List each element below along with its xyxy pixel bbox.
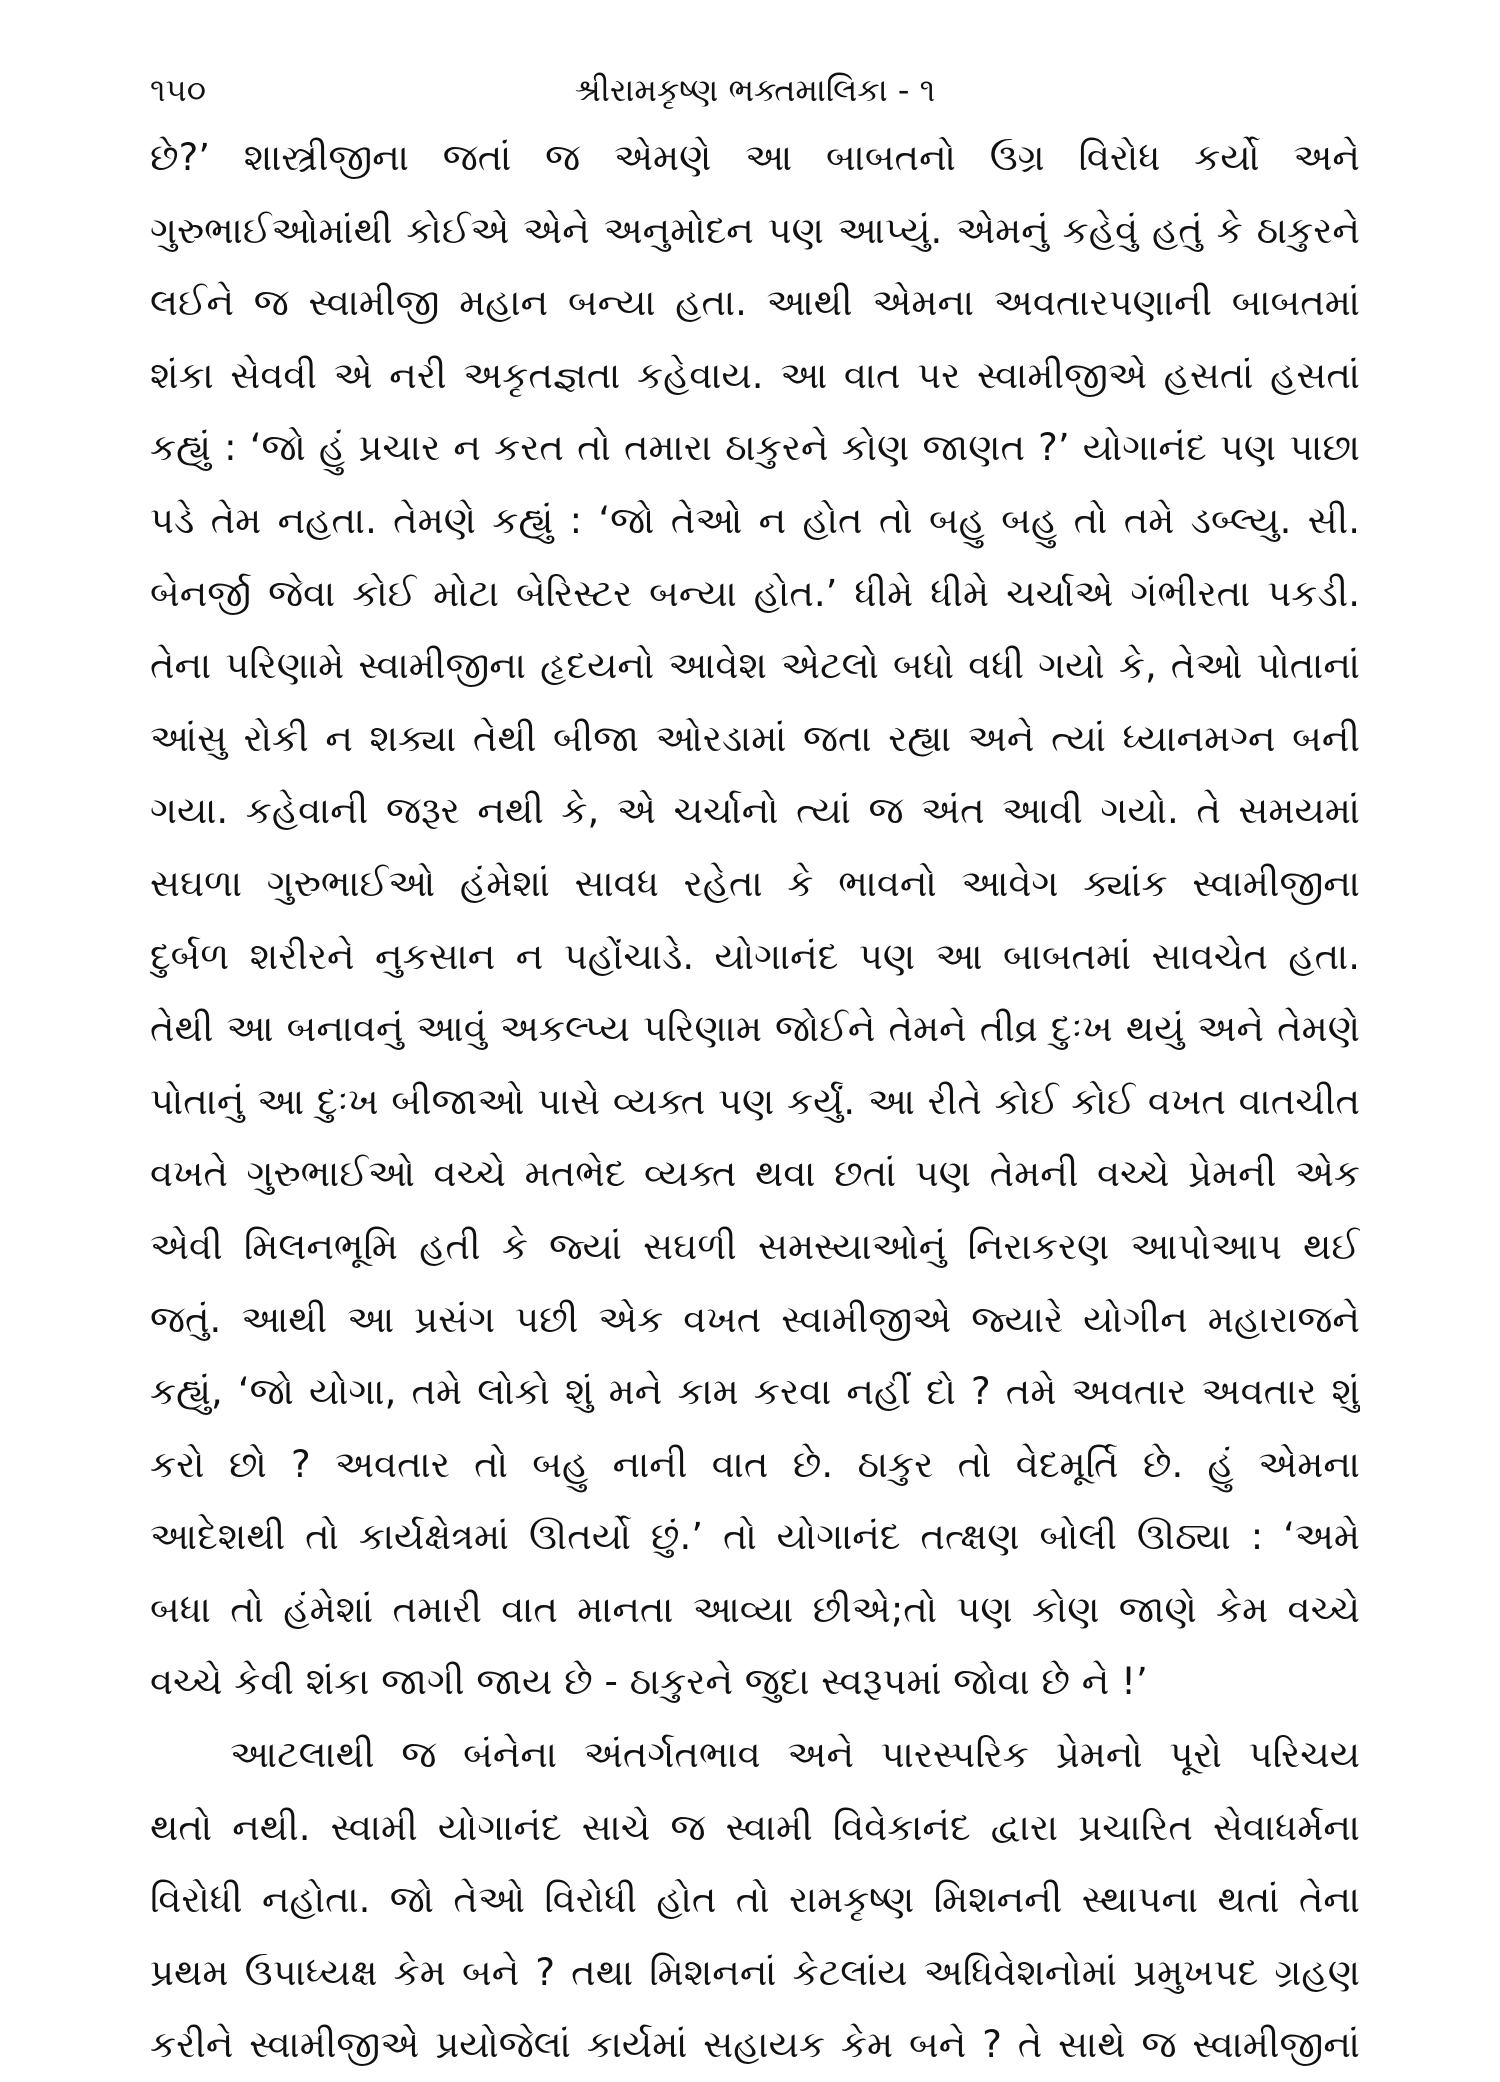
text-line: પડે તેમ નહતા. તેમણે કહ્યું : ‘જો તેઓ ન હોત તો બહુ બહુ તો તમે ડબ્લ્યુ. સી. bbox=[150, 498, 1360, 542]
text-line: કરીને સ્વામીજીએ પ્રયોજેલાં કાર્યમાં સહાયક કેમ બને ? તે સાથે જ સ્વામીજીનાં bbox=[150, 2023, 1360, 2067]
text-line: વિરોધી નહોતા. જો તેઓ વિરોધી હોત તો રામકૃષ્ણ મિશનની સ્થાપના થતાં તેના bbox=[150, 1878, 1360, 1922]
text-line: ગયા. કહેવાની જરૂર નથી કે, એ ચર્ચાનો ત્યાં જ અંત આવી ગયો. તે સમયમાં bbox=[150, 789, 1360, 833]
text-line: બેનર્જી જેવા કોઈ મોટા બેરિસ્ટર બન્યા હોત.’ ધીમે ધીમે ચર્ચાએ ગંભીરતા પકડી. bbox=[150, 571, 1360, 615]
book-page bbox=[150, 60, 1360, 2067]
text-line: પોતાનું આ દુઃખ બીજાઓ પાસે વ્યક્ત પણ કર્યું. આ રીતે કોઈ કોઈ વખત વાતચીત bbox=[150, 1079, 1360, 1123]
text-line: તેના પરિણામે સ્વામીજીના હૃદયનો આવેશ એટલો બધો વધી ગયો કે, તેઓ પોતાનાં bbox=[150, 644, 1360, 688]
text-line: એવી મિલનભૂમિ હતી કે જ્યાં સઘળી સમસ્યાઓનું નિરાકરણ આપોઆપ થઈ bbox=[150, 1224, 1360, 1268]
text-line: જતું. આથી આ પ્રસંગ પછી એક વખત સ્વામીજીએ જ્યારે યોગીન મહારાજને bbox=[150, 1297, 1360, 1341]
paragraph-end-line: વચ્ચે કેવી શંકા જાગી જાય છે - ઠાકુરને જુદા સ્વરૂપમાં જોવા છે ને !’ bbox=[150, 1660, 1148, 1704]
book-title: શ્રીરામકૃષ્ણ ભક્તમાલિકા - ૧ bbox=[574, 71, 936, 109]
body-text bbox=[150, 122, 1360, 2082]
text-line: પ્રથમ ઉપાધ્યક્ષ કેમ બને ? તથા મિશનનાં કેટલાંય અધિવેશનોમાં પ્રમુખપદ ગ્રહણ bbox=[150, 1950, 1360, 1994]
text-line: છે?’ શાસ્ત્રીજીના જતાં જ એમણે આ બાબતનો ઉગ્ર વિરોધ કર્યો અને bbox=[150, 136, 1360, 179]
text-line: કહ્યું, ‘જો યોગા, તમે લોકો શું મને કામ કરવા નહીં દો ? તમે અવતાર અવતાર શું bbox=[150, 1370, 1360, 1414]
text-line: દુર્બળ શરીરને નુકસાન ન પહોંચાડે. યોગાનંદ પણ આ બાબતમાં સાવચેત હતા. bbox=[150, 934, 1360, 978]
text-line: તેથી આ બનાવનું આવું અકલ્પ્ય પરિણામ જોઈને તેમને તીવ્ર દુઃખ થયું અને તેમણે bbox=[150, 1007, 1360, 1051]
text-line: શંકા સેવવી એ નરી અકૃતજ્ઞતા કહેવાય. આ વાત પર સ્વામીજીએ હસતાં હસતાં bbox=[150, 353, 1360, 397]
text-line: સઘળા ગુરુભાઈઓ હંમેશાં સાવધ રહેતા કે ભાવનો આવેગ ક્યાંક સ્વામીજીના bbox=[150, 861, 1360, 905]
page-number: ૧૫૦ bbox=[150, 71, 206, 109]
text-line: કરો છો ? અવતાર તો બહુ નાની વાત છે. ઠાકુર તો વેદમૂર્તિ છે. હું એમના bbox=[150, 1442, 1360, 1486]
text-line: લઈને જ સ્વામીજી મહાન બન્યા હતા. આથી એમના અવતારપણાની બાબતમાં bbox=[150, 281, 1360, 325]
text-line: ગુરુભાઈઓમાંથી કોઈએ એને અનુમોદન પણ આપ્યું. એમનું કહેવું હતું કે ઠાકુરને bbox=[150, 208, 1360, 252]
running-header bbox=[150, 60, 1360, 120]
text-line: આંસુ રોકી ન શક્યા તેથી બીજા ઓરડામાં જતા રહ્યા અને ત્યાં ધ્યાનમગ્ન બની bbox=[150, 716, 1360, 760]
text-line: આદેશથી તો કાર્યક્ષેત્રમાં ઊતર્યો છું.’ તો યોગાનંદ તત્ક્ષણ બોલી ઊઠ્યા : ‘અમે bbox=[150, 1515, 1360, 1559]
text-line: કહ્યું : ‘જો હું પ્રચાર ન કરત તો તમારા ઠાકુરને કોણ જાણત ?’ યોગાનંદ પણ પાછા bbox=[150, 426, 1360, 470]
text-line: થતો નથી. સ્વામી યોગાનંદ સાચે જ સ્વામી વિવેકાનંદ દ્વારા પ્રચારિત સેવાધર્મના bbox=[150, 1805, 1360, 1849]
paragraph-start-line: આટલાથી જ બંનેના અંતર્ગતભાવ અને પારસ્પરિક પ્રેમનો પૂરો પરિચય bbox=[230, 1733, 1360, 1777]
text-line: વખતે ગુરુભાઈઓ વચ્ચે મતભેદ વ્યક્ત થવા છતાં પણ તેમની વચ્ચે પ્રેમની એક bbox=[150, 1152, 1360, 1196]
text-line: બધા તો હંમેશાં તમારી વાત માનતા આવ્યા છીએ;તો પણ કોણ જાણે કેમ વચ્ચે bbox=[150, 1587, 1360, 1631]
